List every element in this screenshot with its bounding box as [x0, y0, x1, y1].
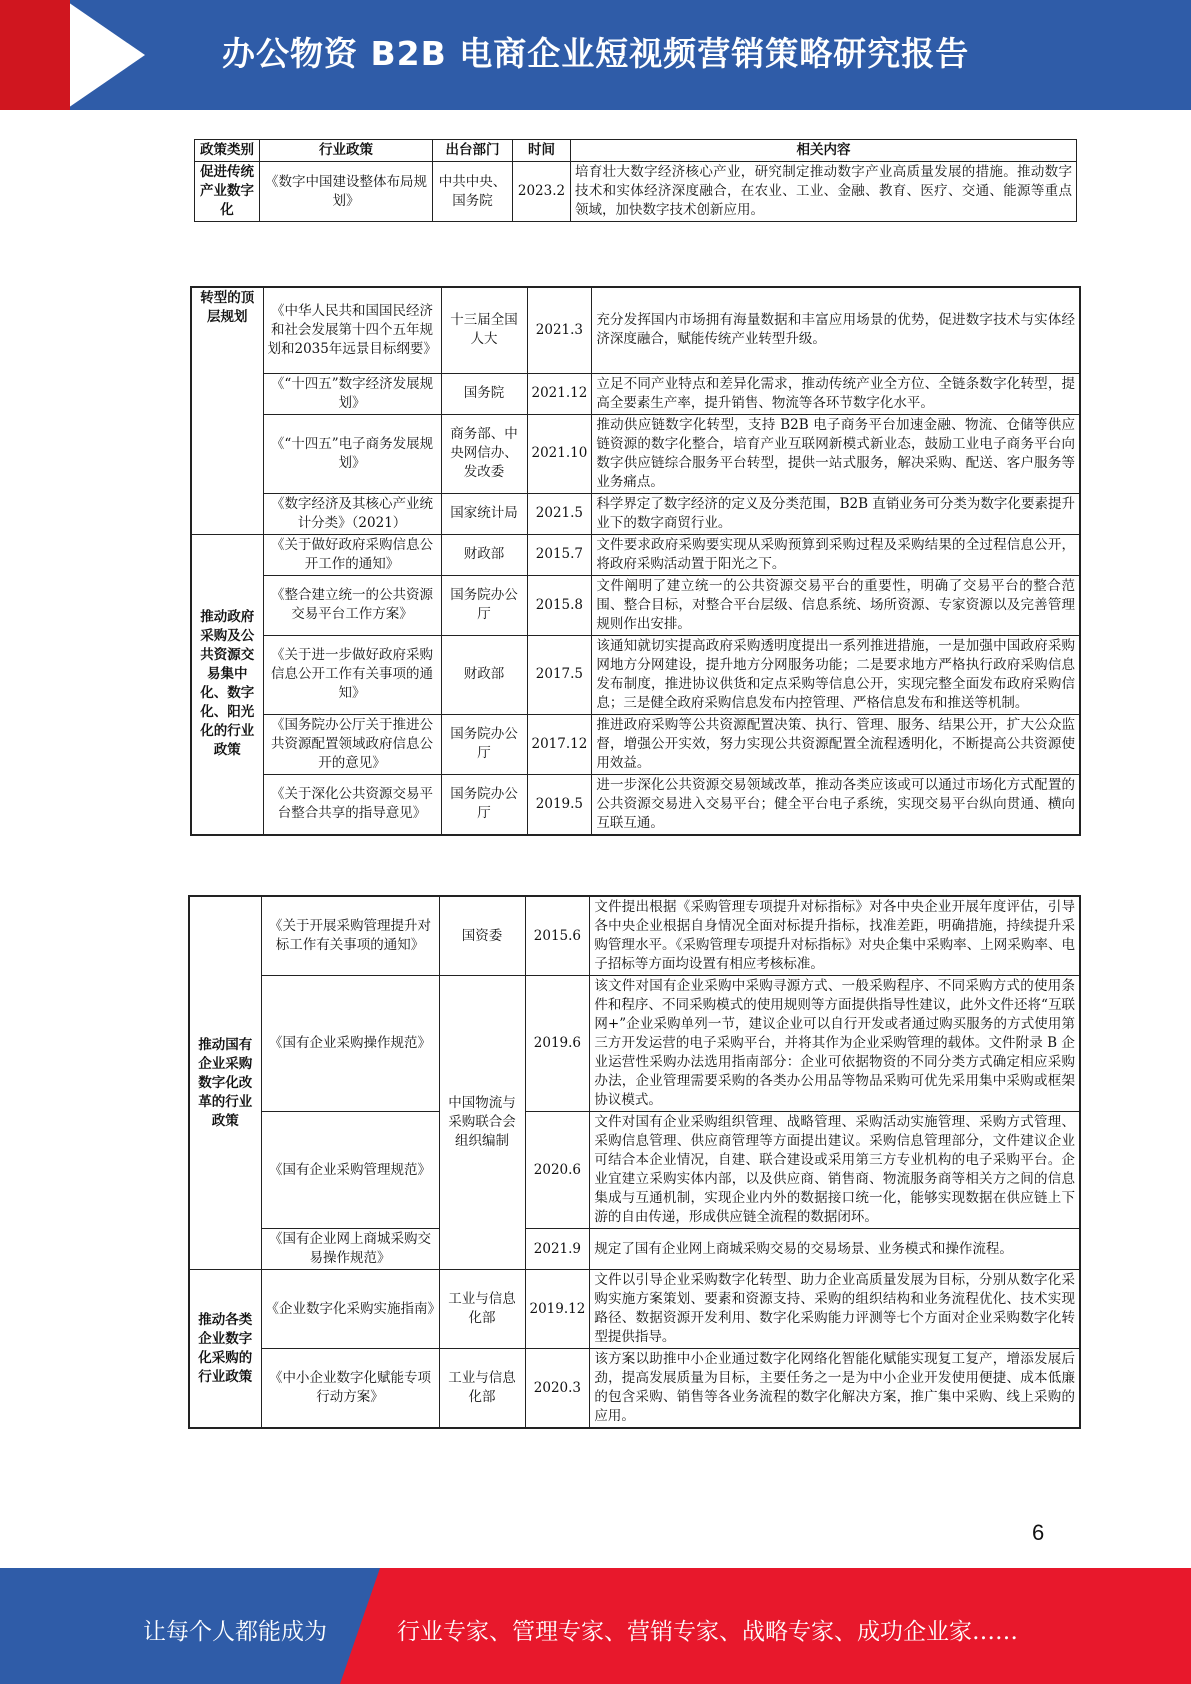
content-cell: 该文件对国有企业采购中采购寻源方式、一般采购程序、不同采购方式的使用条件和程序、不同采购模式的使用规则等方面提供指导性建议，此外文件还将“互联网+”企业采购单列一节，建议企业可以自行开发或者通过购买服务的方式使用第三方开发运营的电子采购平台，并将其作为企业采购管理的载体。文件附录 B 企业运营性采购办法选用指南部分：企业可依据物资的不同分类方式确定相应采购办法，企业管理需要采购的各类办公用品等物品采购可优先采用集中采购或框架协议模式。	[590, 976, 1080, 1112]
time-cell: 2021.5	[527, 493, 592, 534]
table-header-row	[195, 140, 1077, 162]
time-cell: 2019.6	[525, 976, 590, 1112]
policy-table-1	[194, 139, 1077, 222]
category-cell: 推动各类企业数字化采购的行业政策	[189, 1270, 261, 1429]
policy-cell: 《关于做好政府采购信息公开工作的通知》	[263, 534, 441, 575]
report-title: 办公物资 B2B 电商企业短视频营销策略研究报告	[222, 34, 970, 73]
category-cell: 推动政府采购及公共资源交易集中化、数字化、阳光化的行业政策	[191, 534, 263, 835]
policy-cell: 《中华人民共和国国民经济和社会发展第十四个五年规划和2035年远景目标纲要》	[263, 287, 441, 373]
header-white-chevron	[65, 0, 145, 110]
dept-cell: 国务院办公厅	[441, 774, 527, 835]
category-cell: 推动国有企业采购数字化改革的行业政策	[189, 896, 261, 1270]
table-row	[189, 1112, 1080, 1229]
footer-slogan-left: 让每个人都能成为	[143, 1619, 327, 1645]
table-row	[191, 414, 1080, 493]
time-cell: 2021.12	[527, 373, 592, 414]
dept-cell: 商务部、中央网信办、发改委	[441, 414, 527, 493]
policy-cell: 《国有企业采购管理规范》	[261, 1112, 439, 1229]
content-cell: 推进政府采购等公共资源配置决策、执行、管理、服务、结果公开，扩大公众监督，增强公开实效，努力实现公共资源配置全流程透明化，不断提高公共资源使用效益。	[592, 714, 1080, 774]
col-header-content: 相关内容	[571, 140, 1077, 162]
content-cell: 培育壮大数字经济核心产业，研究制定推动数字产业高质量发展的措施。推动数字技术和实体经济深度融合，在农业、工业、金融、教育、医疗、交通、能源等重点领域，加快数字技术创新应用。	[571, 162, 1077, 222]
content-cell: 推动供应链数字化转型，支持 B2B 电子商务平台加速金融、物流、仓储等供应链资源的数字化整合，培育产业互联网新模式新业态，鼓励工业电子商务平台向数字供应链综合服务平台转型，提供一站式服务，解决采购、配送、客户服务等业务痛点。	[592, 414, 1080, 493]
content-cell: 规定了国有企业网上商城采购交易的交易场景、业务模式和操作流程。	[590, 1229, 1080, 1270]
policy-table-2	[190, 286, 1081, 836]
footer-red-slant	[340, 1568, 380, 1684]
dept-cell: 国务院	[441, 373, 527, 414]
policy-cell: 《国务院办公厅关于推进公共资源配置领域政府信息公开的意见》	[263, 714, 441, 774]
time-cell: 2017.12	[527, 714, 592, 774]
category-cell: 促进传统产业数字化	[195, 162, 260, 222]
table-row	[191, 714, 1080, 774]
time-cell: 2019.5	[527, 774, 592, 835]
time-cell: 2023.2	[513, 162, 571, 222]
policy-cell: 《企业数字化采购实施指南》	[261, 1270, 439, 1349]
col-header-time: 时间	[513, 140, 571, 162]
dept-cell: 中国物流与采购联合会组织编制	[439, 976, 525, 1270]
content-cell: 科学界定了数字经济的定义及分类范围，B2B 直销业务可分类为数字化要素提升业下的数字商贸行业。	[592, 493, 1080, 534]
content-cell: 文件对国有企业采购组织管理、战略管理、采购活动实施管理、采购方式管理、采购信息管理、供应商管理等方面提出建议。采购信息管理部分，文件建议企业可结合本企业情况，自建、联合建设或采用第三方专业机构的电子采购平台。企业宜建立采购实体内部，以及供应商、销售商、物流服务商等相关方之间的信息集成与互通机制，实现企业内外的数据接口统一化，能够实现数据在供应链上下游的自由传递，形成供应链全流程的数据闭环。	[590, 1112, 1080, 1229]
dept-cell: 财政部	[441, 534, 527, 575]
dept-cell: 工业与信息化部	[439, 1349, 525, 1429]
time-cell: 2021.9	[525, 1229, 590, 1270]
table-row	[189, 896, 1080, 976]
table-row	[191, 774, 1080, 835]
time-cell: 2021.10	[527, 414, 592, 493]
dept-cell: 国资委	[439, 896, 525, 976]
table-row	[191, 373, 1080, 414]
time-cell: 2015.7	[527, 534, 592, 575]
content-cell: 该通知就切实提高政府采购透明度提出一系列推进措施，一是加强中国政府采购网地方分网建设，提升地方分网服务功能；二是要求地方严格执行政府采购信息发布制度，推进协议供货和定点采购等信息公开，实现完整全面发布政府采购信息；三是健全政府采购信息发布内控管理、严格信息发布和推送等机制。	[592, 635, 1080, 714]
table-row	[189, 1229, 1080, 1270]
col-header-dept: 出台部门	[433, 140, 513, 162]
time-cell: 2015.6	[525, 896, 590, 976]
content-cell: 文件提出根据《采购管理专项提升对标指标》对各中央企业开展年度评估，引导各中央企业根据自身情况全面对标提升指标，找准差距，明确措施，持续提升采购管理水平。《采购管理专项提升对标指标》对央企集中采购率、上网采购率、电子招标等方面均设置有相应考核标准。	[590, 896, 1080, 976]
policy-cell: 《关于进一步做好政府采购信息公开工作有关事项的通知》	[263, 635, 441, 714]
time-cell: 2017.5	[527, 635, 592, 714]
dept-cell: 国务院办公厅	[441, 575, 527, 635]
policy-cell: 《数字经济及其核心产业统计分类》（2021）	[263, 493, 441, 534]
policy-table-3	[188, 895, 1081, 1429]
footer-slogan-right: 行业专家、管理专家、营销专家、战略专家、成功企业家……	[397, 1619, 1018, 1645]
dept-cell: 十三届全国人大	[441, 287, 527, 373]
table-row	[189, 1349, 1080, 1429]
time-cell: 2020.3	[525, 1349, 590, 1429]
table-row	[191, 534, 1080, 575]
time-cell: 2020.6	[525, 1112, 590, 1229]
table-row	[191, 575, 1080, 635]
policy-cell: 《国有企业网上商城采购交易操作规范》	[261, 1229, 439, 1270]
dept-cell: 国务院办公厅	[441, 714, 527, 774]
content-cell: 文件阐明了建立统一的公共资源交易平台的重要性，明确了交易平台的整合范围、整合目标，对整合平台层级、信息系统、场所资源、专家资源以及完善管理规则作出安排。	[592, 575, 1080, 635]
content-cell: 文件以引导企业采购数字化转型、助力企业高质量发展为目标，分别从数字化采购实施方案策划、要素和资源支持、采购的组织结构和业务流程优化、技术实现路径、数据资源开发利用、数字化采购能力评测等七个方面对企业采购数字化转型提供指导。	[590, 1270, 1080, 1349]
header-red-block	[0, 0, 70, 110]
table-row	[191, 493, 1080, 534]
table-row	[189, 976, 1080, 1112]
time-cell: 2021.3	[527, 287, 592, 373]
dept-cell: 财政部	[441, 635, 527, 714]
content-cell: 该方案以助推中小企业通过数字化网络化智能化赋能实现复工复产，增添发展后劲，提高发展质量为目标，主要任务之一是为中小企业开发使用便捷、成本低廉的包含采购、销售等各业务流程的数字化解决方案，推广集中采购、线上采购的应用。	[590, 1349, 1080, 1429]
table-row	[191, 635, 1080, 714]
dept-cell: 中共中央、国务院	[433, 162, 513, 222]
policy-cell: 《国有企业采购操作规范》	[261, 976, 439, 1112]
policy-cell: 《关于开展采购管理提升对标工作有关事项的通知》	[261, 896, 439, 976]
policy-cell: 《整合建立统一的公共资源交易平台工作方案》	[263, 575, 441, 635]
content-cell: 文件要求政府采购要实现从采购预算到采购过程及采购结果的全过程信息公开，将政府采购活动置于阳光之下。	[592, 534, 1080, 575]
content-cell: 立足不同产业特点和差异化需求，推动传统产业全方位、全链条数字化转型，提高全要素生产率，提升销售、物流等各环节数字化水平。	[592, 373, 1080, 414]
time-cell: 2015.8	[527, 575, 592, 635]
time-cell: 2019.12	[525, 1270, 590, 1349]
dept-cell: 国家统计局	[441, 493, 527, 534]
policy-cell: 《关于深化公共资源交易平台整合共享的指导意见》	[263, 774, 441, 835]
policy-cell: 《“十四五”电子商务发展规划》	[263, 414, 441, 493]
table-row	[189, 1270, 1080, 1349]
col-header-category: 政策类别	[195, 140, 260, 162]
category-cell: 转型的顶层规划	[191, 287, 263, 534]
content-cell: 进一步深化公共资源交易领域改革，推动各类应该或可以通过市场化方式配置的公共资源交易进入交易平台；健全平台电子系统，实现交易平台纵向贯通、横向互联互通。	[592, 774, 1080, 835]
table-row	[191, 287, 1080, 373]
col-header-policy: 行业政策	[260, 140, 433, 162]
table-row	[195, 162, 1077, 222]
page-number: 6	[1032, 1520, 1045, 1545]
policy-cell: 《中小企业数字化赋能专项行动方案》	[261, 1349, 439, 1429]
dept-cell: 工业与信息化部	[439, 1270, 525, 1349]
policy-cell: 《“十四五”数字经济发展规划》	[263, 373, 441, 414]
policy-cell: 《数字中国建设整体布局规划》	[260, 162, 433, 222]
content-cell: 充分发挥国内市场拥有海量数据和丰富应用场景的优势，促进数字技术与实体经济深度融合，赋能传统产业转型升级。	[592, 287, 1080, 373]
